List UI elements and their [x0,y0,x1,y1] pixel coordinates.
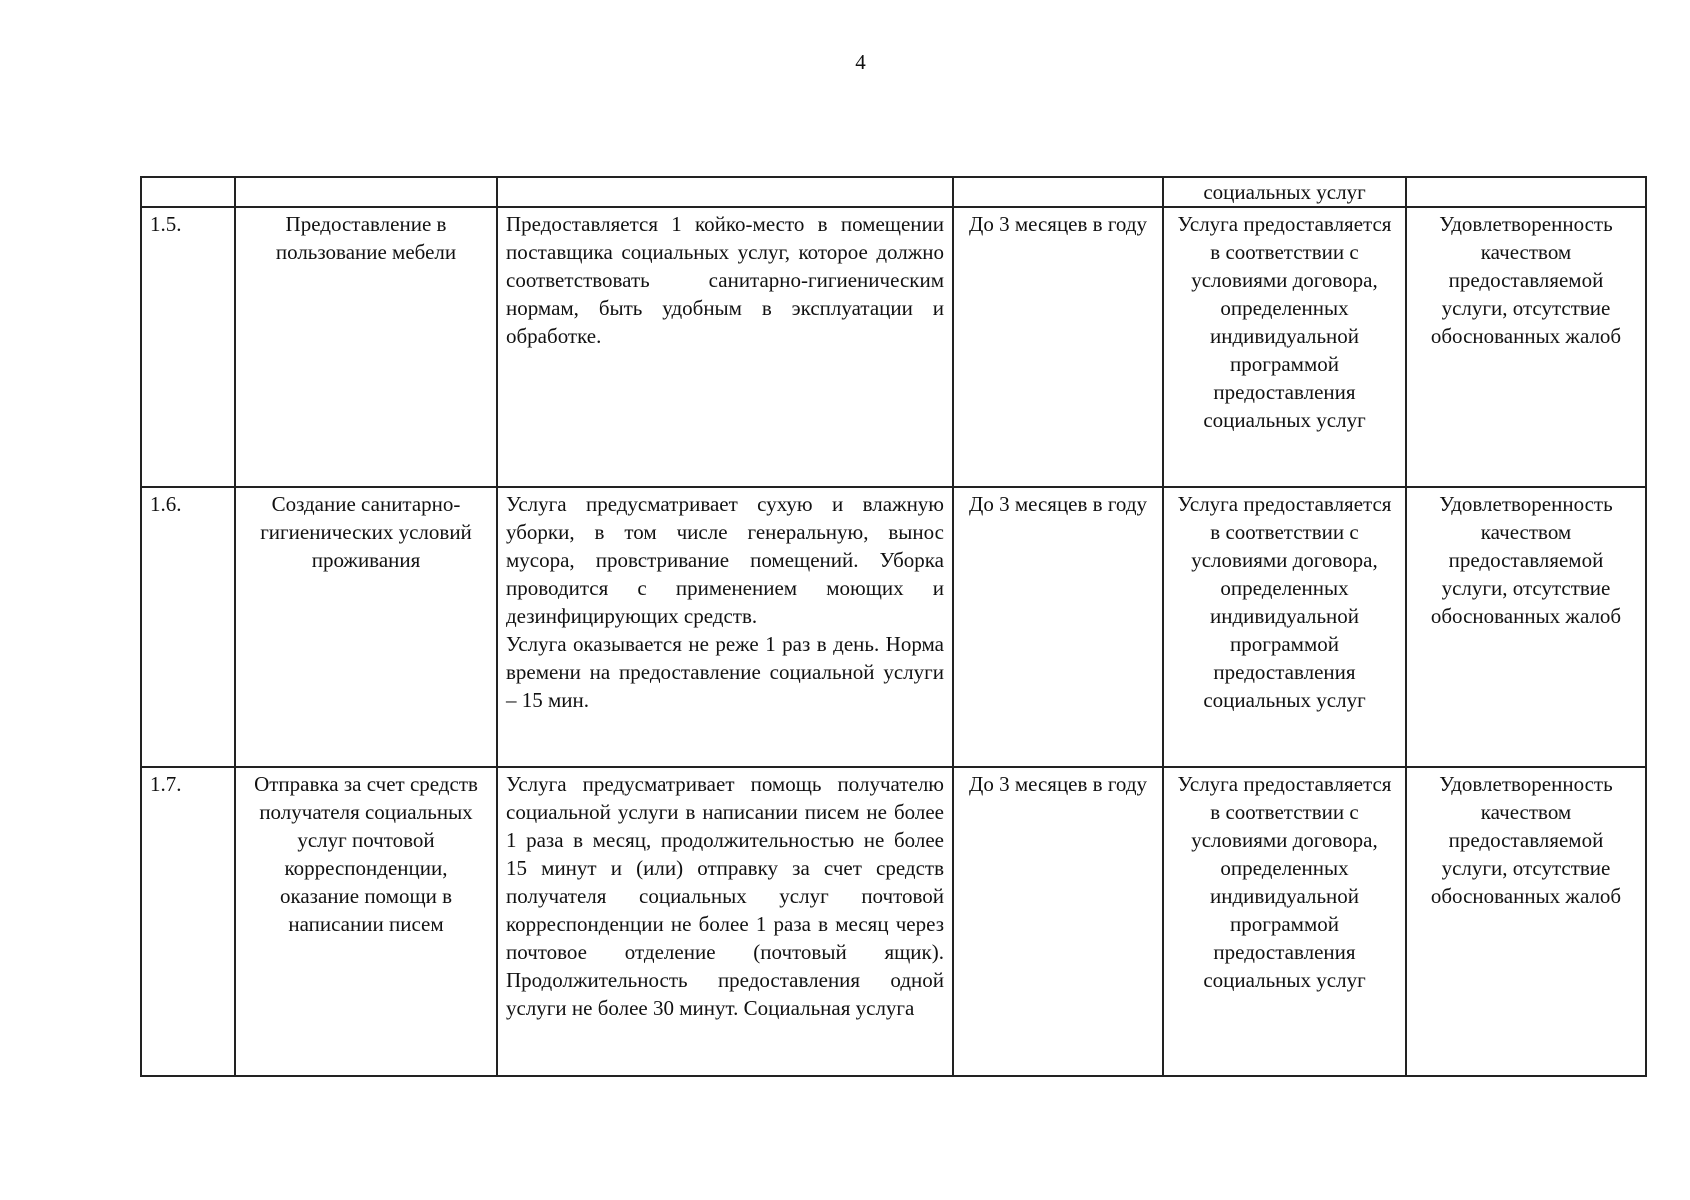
description-paragraph: Услуга предусматривает сухую и влажную уборки, в том числе генеральную, вынос мусора, провстривание помещений. Уборка проводится с применением моющих и дезинфицирующих средств. [506,492,944,628]
table-row [141,767,1646,1076]
description-paragraph: Услуга оказывается не реже 1 раз в день. Норма времени на предоставление социальной услуги – 15 мин. [506,632,944,712]
page-number: 4 [855,50,866,74]
service-name: Отправка за счет средств получателя социальных услуг почтовой корреспонденции, оказание помощи в написании писем [235,767,497,1076]
service-description [497,487,953,767]
service-name: Создание санитарно-гигиенических условий проживания [235,487,497,767]
quality-indicator: Удовлетворенность качеством предоставляемой услуги, отсутствие обоснованных жалоб [1406,767,1646,1076]
service-terms: Услуга предоставляется в соответствии с условиями договора, определенных индивидуальной программой предоставления социальных услуг [1163,767,1406,1076]
quality-indicator: Удовлетворенность качеством предоставляемой услуги, отсутствие обоснованных жалоб [1406,207,1646,487]
service-name: Предоставление в пользование мебели [235,207,497,487]
service-terms: Услуга предоставляется в соответствии с условиями договора, определенных индивидуальной программой предоставления социальных услуг [1163,487,1406,767]
service-period: До 3 месяцев в году [953,487,1163,767]
service-period: До 3 месяцев в году [953,207,1163,487]
description-paragraph: Предоставляется 1 койко-место в помещении поставщика социальных услуг, которое должно соответствовать санитарно-гигиеническим нормам, быть удобным в эксплуатации и обработке. [506,212,944,348]
table-row [141,487,1646,767]
table-cell [1406,177,1646,207]
row-number: 1.7. [141,767,235,1076]
table-cell [497,177,953,207]
services-table [140,176,1647,1077]
service-description [497,207,953,487]
service-terms: Услуга предоставляется в соответствии с условиями договора, определенных индивидуальной программой предоставления социальных услуг [1163,207,1406,487]
description-paragraph: Услуга предусматривает помощь получателю социальной услуги в написании писем не более 1 раза в месяц, продолжительностью не более 15 минут и (или) отправку за счет средств получателя социальных услуг почтовой корреспонденции не более 1 раза в месяц через почтовое отделение (почтовый ящик). Продолжительность предоставления одной услуги не более 30 минут. Социальная услуга [506,772,944,1020]
table-cell [141,177,235,207]
row-number: 1.5. [141,207,235,487]
row-number: 1.6. [141,487,235,767]
service-period: До 3 месяцев в году [953,767,1163,1076]
table-cell [235,177,497,207]
table-row [141,207,1646,487]
terms-cell: социальных услуг [1163,177,1406,207]
service-description [497,767,953,1076]
quality-indicator: Удовлетворенность качеством предоставляемой услуги, отсутствие обоснованных жалоб [1406,487,1646,767]
table-row-continuation [141,177,1646,207]
table-cell [953,177,1163,207]
